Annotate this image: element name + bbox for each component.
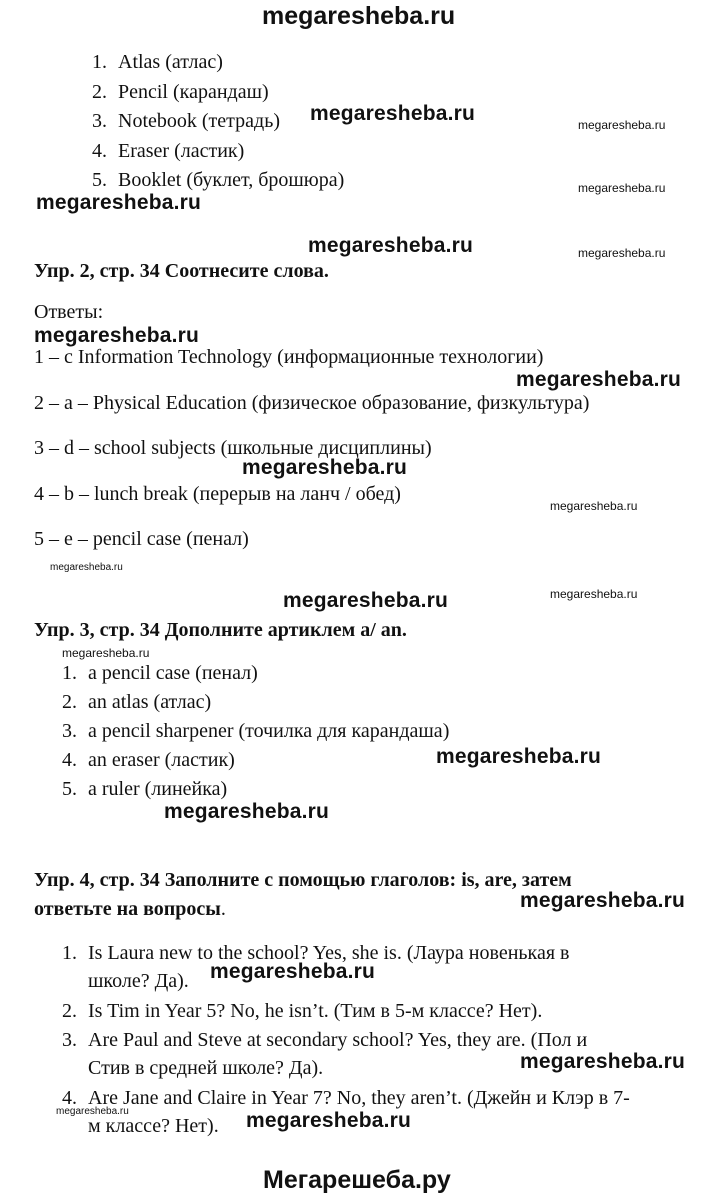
watermark: megaresheba.ru xyxy=(34,324,200,347)
answer-item: 5 – e – pencil case (пенал) xyxy=(34,528,249,550)
answer-item: 4 – b – lunch break (перерыв на ланч / обед) xyxy=(34,483,401,505)
watermark: megaresheba.ru xyxy=(283,589,449,612)
watermark: megaresheba.ru xyxy=(578,181,666,195)
header-site-title: megaresheba.ru xyxy=(262,2,456,30)
watermark: megaresheba.ru xyxy=(62,646,150,660)
watermark: megaresheba.ru xyxy=(210,960,376,983)
watermark: megaresheba.ru xyxy=(36,191,202,214)
watermark: megaresheba.ru xyxy=(56,1106,129,1117)
list-item: 4. Eraser (ластик) xyxy=(92,140,245,162)
answers-label: Ответы: xyxy=(34,301,104,323)
list-item: 5. a ruler (линейка) xyxy=(62,778,228,800)
watermark: megaresheba.ru xyxy=(578,118,666,132)
exercise-4-heading-line2: ответьте на вопросы. xyxy=(34,898,226,920)
footer-site-title: Мегарешеба.ру xyxy=(263,1166,451,1194)
watermark: megaresheba.ru xyxy=(164,800,330,823)
list-item: 5. Booklet (буклет, брошюра) xyxy=(92,169,345,191)
watermark: megaresheba.ru xyxy=(578,246,666,260)
watermark: megaresheba.ru xyxy=(436,745,602,768)
question-item: 3. Are Paul and Steve at secondary school? Yes, they are. (Пол и xyxy=(62,1029,588,1051)
list-item: 3. Notebook (тетрадь) xyxy=(92,110,280,132)
watermark: megaresheba.ru xyxy=(520,1050,686,1073)
exercise-4-heading-line1: Упр. 4, стр. 34 Заполните с помощью глаголов: is, are, затем xyxy=(34,869,572,891)
question-item: 2. Is Tim in Year 5? No, he isn’t. (Тим в 5-м классе? Нет). xyxy=(62,1000,543,1022)
list-item: 2. Pencil (карандаш) xyxy=(92,81,269,103)
exercise-3-heading: Упр. 3, стр. 34 Дополните артиклем a/ an. xyxy=(34,619,407,641)
question-item-continuation: м классе? Нет). xyxy=(88,1115,219,1137)
list-item: 4. an eraser (ластик) xyxy=(62,749,235,771)
list-item: 2. an atlas (атлас) xyxy=(62,691,212,713)
watermark: megaresheba.ru xyxy=(246,1109,412,1132)
watermark: megaresheba.ru xyxy=(242,456,408,479)
list-item: 1. Atlas (атлас) xyxy=(92,51,223,73)
question-item-continuation: Стив в средней школе? Да). xyxy=(88,1057,324,1079)
watermark: megaresheba.ru xyxy=(50,562,123,573)
watermark: megaresheba.ru xyxy=(520,889,686,912)
watermark: megaresheba.ru xyxy=(308,234,474,257)
list-item: 3. a pencil sharpener (точилка для карандаша) xyxy=(62,720,450,742)
watermark: megaresheba.ru xyxy=(550,499,638,513)
question-item: 1. Is Laura new to the school? Yes, she is. (Лаура новенькая в xyxy=(62,942,570,964)
list-item: 1. a pencil case (пенал) xyxy=(62,662,258,684)
answer-item: 3 – d – school subjects (школьные дисциплины) xyxy=(34,437,432,459)
watermark: megaresheba.ru xyxy=(516,368,682,391)
exercise-2-heading: Упр. 2, стр. 34 Соотнесите слова. xyxy=(34,260,329,282)
question-item: 4. Are Jane and Claire in Year 7? No, they aren’t. (Джейн и Клэр в 7- xyxy=(62,1087,630,1109)
watermark: megaresheba.ru xyxy=(550,587,638,601)
question-item-continuation: школе? Да). xyxy=(88,970,189,992)
watermark: megaresheba.ru xyxy=(310,102,476,125)
answer-item: 2 – a – Physical Education (физическое образование, физкультура) xyxy=(34,392,590,414)
answer-item: 1 – c Information Technology (информационные технологии) xyxy=(34,346,544,368)
